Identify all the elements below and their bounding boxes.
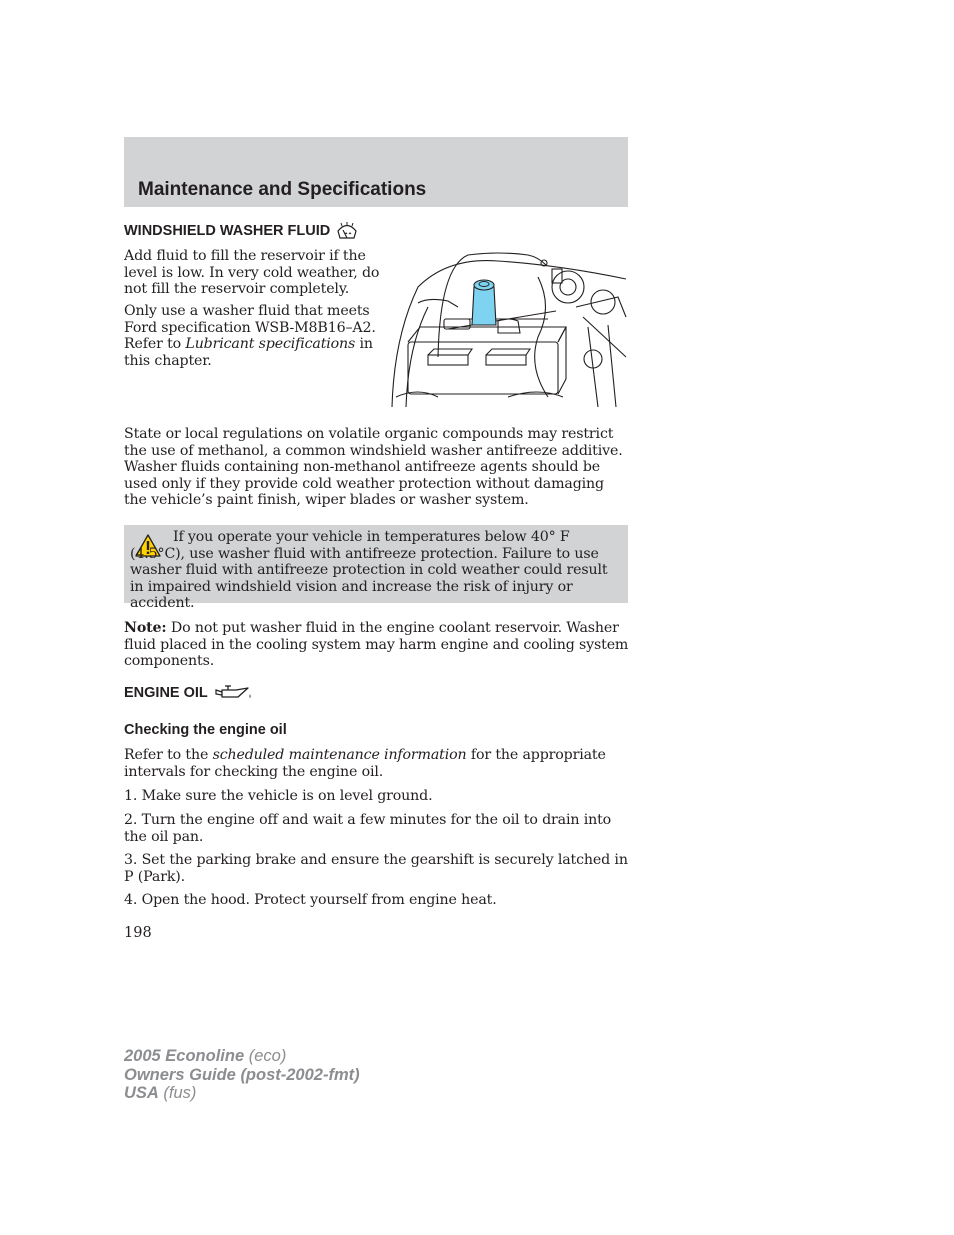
- washer-fluid-icon: [336, 222, 358, 240]
- warning-box: [124, 525, 628, 612]
- oil-intro-text: Refer to the: [124, 747, 213, 763]
- scheduled-maintenance-reference: scheduled maintenance information: [212, 747, 467, 763]
- washer-paragraph-2: [124, 303, 380, 369]
- warning-message: If you operate your vehicle in temperatures below 40° F (4.5°C), use washer fluid with antifreeze protection. Failure to use washer fluid with antifreeze protection in cold weather could result in impaired windshield vision and increase the risk of injury or accident.: [130, 529, 608, 612]
- page-title: Maintenance and Specifications: [138, 179, 427, 200]
- engine-compartment-illustration: [388, 247, 628, 409]
- engine-oil-heading-text: ENGINE OIL: [124, 685, 208, 701]
- footer-model: 2005 Econoline: [124, 1047, 245, 1065]
- footer-model-code: (eco): [244, 1047, 287, 1065]
- checking-oil-subheading: Checking the engine oil: [124, 722, 287, 738]
- washer-reservoir: [472, 280, 496, 325]
- washer-p2-tail: in this chapter.: [124, 336, 373, 369]
- footer-line-1: [124, 1047, 360, 1066]
- footer-line-3: [124, 1084, 360, 1103]
- oil-step-4: 4. Open the hood. Protect yourself from engine heat.: [124, 892, 497, 908]
- note-paragraph: [124, 620, 629, 670]
- oil-can-icon: [214, 685, 252, 701]
- lubricant-spec-reference: Lubricant specifications: [185, 336, 356, 353]
- warning-text: [130, 529, 620, 612]
- oil-step-3: 3. Set the parking brake and ensure the gearshift is securely latched in P (Park).: [124, 852, 628, 885]
- washer-p2-text: Only use a washer fluid that meets Ford specification WSB-M8B16–A2. Refer to: [124, 303, 376, 353]
- oil-intro-tail: for the appropriate intervals for checking the engine oil.: [124, 747, 606, 780]
- footer-market: USA: [124, 1084, 159, 1102]
- washer-fluid-heading-text: WINDSHIELD WASHER FLUID: [124, 223, 331, 239]
- note-text: Do not put washer fluid in the engine coolant reservoir. Washer fluid placed in the cooling system may harm engine and cooling system components.: [124, 620, 629, 670]
- oil-intro-paragraph: [124, 747, 629, 780]
- section-header-band: [124, 137, 628, 207]
- note-label: Note:: [124, 620, 167, 636]
- washer-paragraph-1: Add fluid to fill the reservoir if the level is low. In very cold weather, do not fill the reservoir completely.: [124, 248, 380, 298]
- washer-fluid-heading: [124, 222, 358, 240]
- footer-guide: Owners Guide (post-2002-fmt): [124, 1065, 360, 1084]
- engine-oil-heading: [124, 685, 252, 701]
- page-number: 198: [124, 925, 152, 941]
- footer-market-code: (fus): [158, 1084, 197, 1102]
- document-footer: [124, 1047, 360, 1103]
- voc-regulation-paragraph: State or local regulations on volatile organic compounds may restrict the use of methanol, a common windshield washer antifreeze additive. Washer fluids containing non-methanol antifreeze agents should be used only if they provide cold weather protection without damaging the vehicle’s paint finish, wiper blades or washer system.: [124, 426, 623, 509]
- footer-line-2: [124, 1066, 360, 1085]
- oil-step-2: 2. Turn the engine off and wait a few minutes for the oil to drain into the oil pan.: [124, 812, 612, 845]
- oil-step-1: 1. Make sure the vehicle is on level ground.: [124, 788, 433, 804]
